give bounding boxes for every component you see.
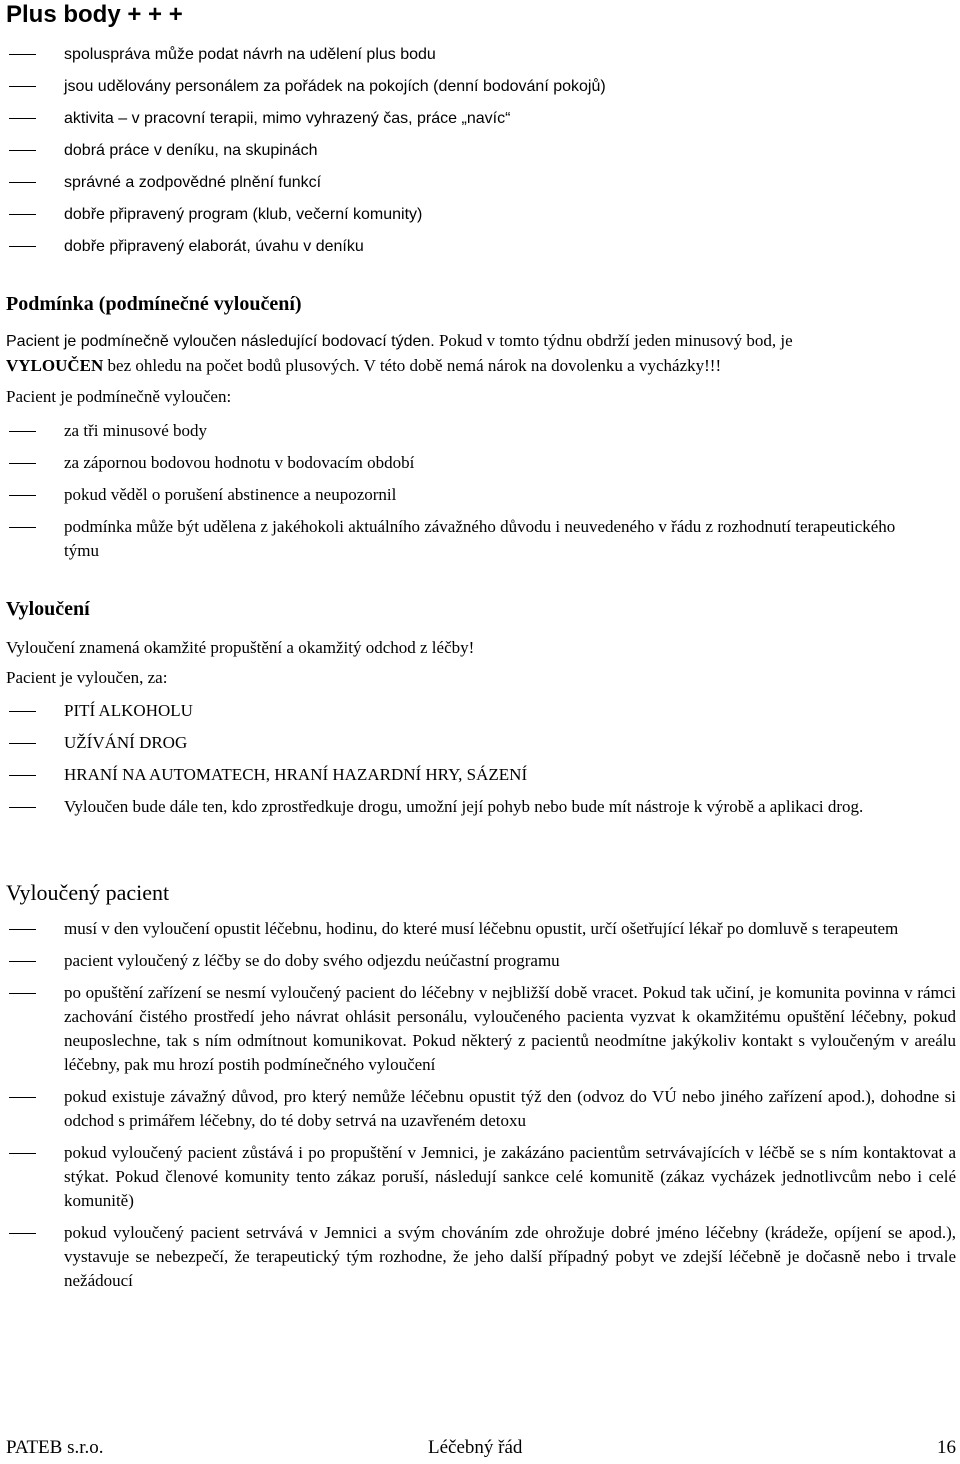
list-item: za zápornou bodovou hodnotu v bodovacím období [6, 451, 956, 475]
list-item: pokud vyloučený pacient setrvává v Jemnici a svým chováním zde ohrožuje dobré jméno léčebny (krádeže, opíjení se apod.), vystavuje se nebezpečí, že terapeutický tým rozhodne, že jeho další případný pobyt ve zdejší léčebně je dočasně nebo i trvale nežádoucí [6, 1221, 956, 1293]
list-item: podmínka může být udělena z jakéhokoli aktuálního závažného důvodu i neuvedeného v řádu z rozhodnutí terapeutického týmu [6, 515, 956, 563]
podminka-bold-word: VYLOUČEN [6, 356, 104, 375]
list-item: pokud existuje závažný důvod, pro který nemůže léčebnu opustit týž den (odvoz do VÚ nebo jiného zařízení apod.), dohodne si odchod s primářem léčebny, do té doby setrvá na uzavřeném detoxu [6, 1085, 956, 1133]
list-item: za tři minusové body [6, 419, 956, 443]
list-item: dobrá práce v deníku, na skupinách [6, 138, 956, 170]
podminka-intro: Pacient je podmínečně vyloučen: [6, 387, 232, 406]
section-heading-vylouceni: Vyloučení [6, 598, 90, 620]
list-item: po opuštění zařízení se nesmí vyloučený pacient do léčebny v nejbližší době vracet. Pokud tak učiní, je komunita povinna v rámci zachování čistého prostředí jeho návrat ohlásit personálu, vyloučeného pacienta vyzvat k okamžitému opuštění léčebny, pokud neuposlechne, tak s ním odmítnout komunikovat. Pokud některý z pacientů neodmítne jakýkoliv kontakt s vyloučeným v areálu léčebny, pak mu hrozí postih podmínečného vyloučení [6, 981, 956, 1077]
vylouceni-paragraph: Vyloučení znamená okamžité propuštění a okamžitý odchod z léčby! [6, 638, 475, 657]
footer-page-number: 16 [937, 1437, 956, 1458]
list-item: aktivita – v pracovní terapii, mimo vyhrazený čas, práce „navíc“ [6, 106, 956, 138]
list-item: PITÍ ALKOHOLU [6, 699, 956, 723]
list-item: HRANÍ NA AUTOMATECH, HRANÍ HAZARDNÍ HRY, SÁZENÍ [6, 763, 956, 787]
list-item: správné a zodpovědné plnění funkcí [6, 170, 956, 202]
plus-points-list [6, 42, 956, 266]
list-item: spoluspráva může podat návrh na udělení plus bodu [6, 42, 956, 74]
list-item: jsou udělovány personálem za pořádek na pokojích (denní bodování pokojů) [6, 74, 956, 106]
list-item: dobře připravený elaborát, úvahu v deníku [6, 234, 956, 266]
podminka-paragraph [6, 329, 956, 378]
list-item: musí v den vyloučení opustit léčebnu, hodinu, do které musí léčebnu opustit, určí ošetřující lékař po domluvě s terapeutem [6, 917, 956, 941]
vylouceni-intro: Pacient je vyloučen, za: [6, 668, 168, 687]
list-item: dobře připravený program (klub, večerní komunity) [6, 202, 956, 234]
list-item: Vyloučen bude dále ten, kdo zprostředkuje drogu, umožní její pohyb nebo bude mít nástroje k výrobě a aplikaci drog. [6, 795, 956, 819]
list-item: pokud vyloučený pacient zůstává i po propuštění v Jemnici, je zakázáno pacientům setrvávajících v léčbě se s ním kontaktovat a stýkat. Pokud členové komunity tento zákaz poruší, následují sankce celé komunitě (zákaz vycházek jednotlivcům nebo i celé komunitě) [6, 1141, 956, 1213]
podminka-text-2: Pokud v tomto týdnu obdrží jeden minusový bod, je [434, 331, 793, 350]
vylouceni-list [6, 699, 956, 819]
footer-document-name: Léčebný řád [428, 1437, 523, 1458]
list-item: pokud věděl o porušení abstinence a neupozornil [6, 483, 956, 507]
section-heading-vylouceny-pacient: Vyloučený pacient [6, 880, 170, 905]
section-heading-podminka: Podmínka (podmínečné vyloučení) [6, 293, 302, 315]
podminka-text-3: bez ohledu na počet bodů plusových. V této době nemá nárok na dovolenku a vycházky!!! [103, 356, 722, 375]
vylouceny-pacient-list [6, 917, 956, 1293]
page-title: Plus body + + + [6, 1, 183, 28]
podminka-list [6, 419, 956, 563]
list-item: UŽÍVÁNÍ DROG [6, 731, 956, 755]
list-item: pacient vyloučený z léčby se do doby svého odjezdu neúčastní programu [6, 949, 956, 973]
podminka-text-1: Pacient je podmínečně vyloučen následující bodovací týden. [6, 333, 435, 350]
footer-company: PATEB s.r.o. [6, 1437, 104, 1458]
